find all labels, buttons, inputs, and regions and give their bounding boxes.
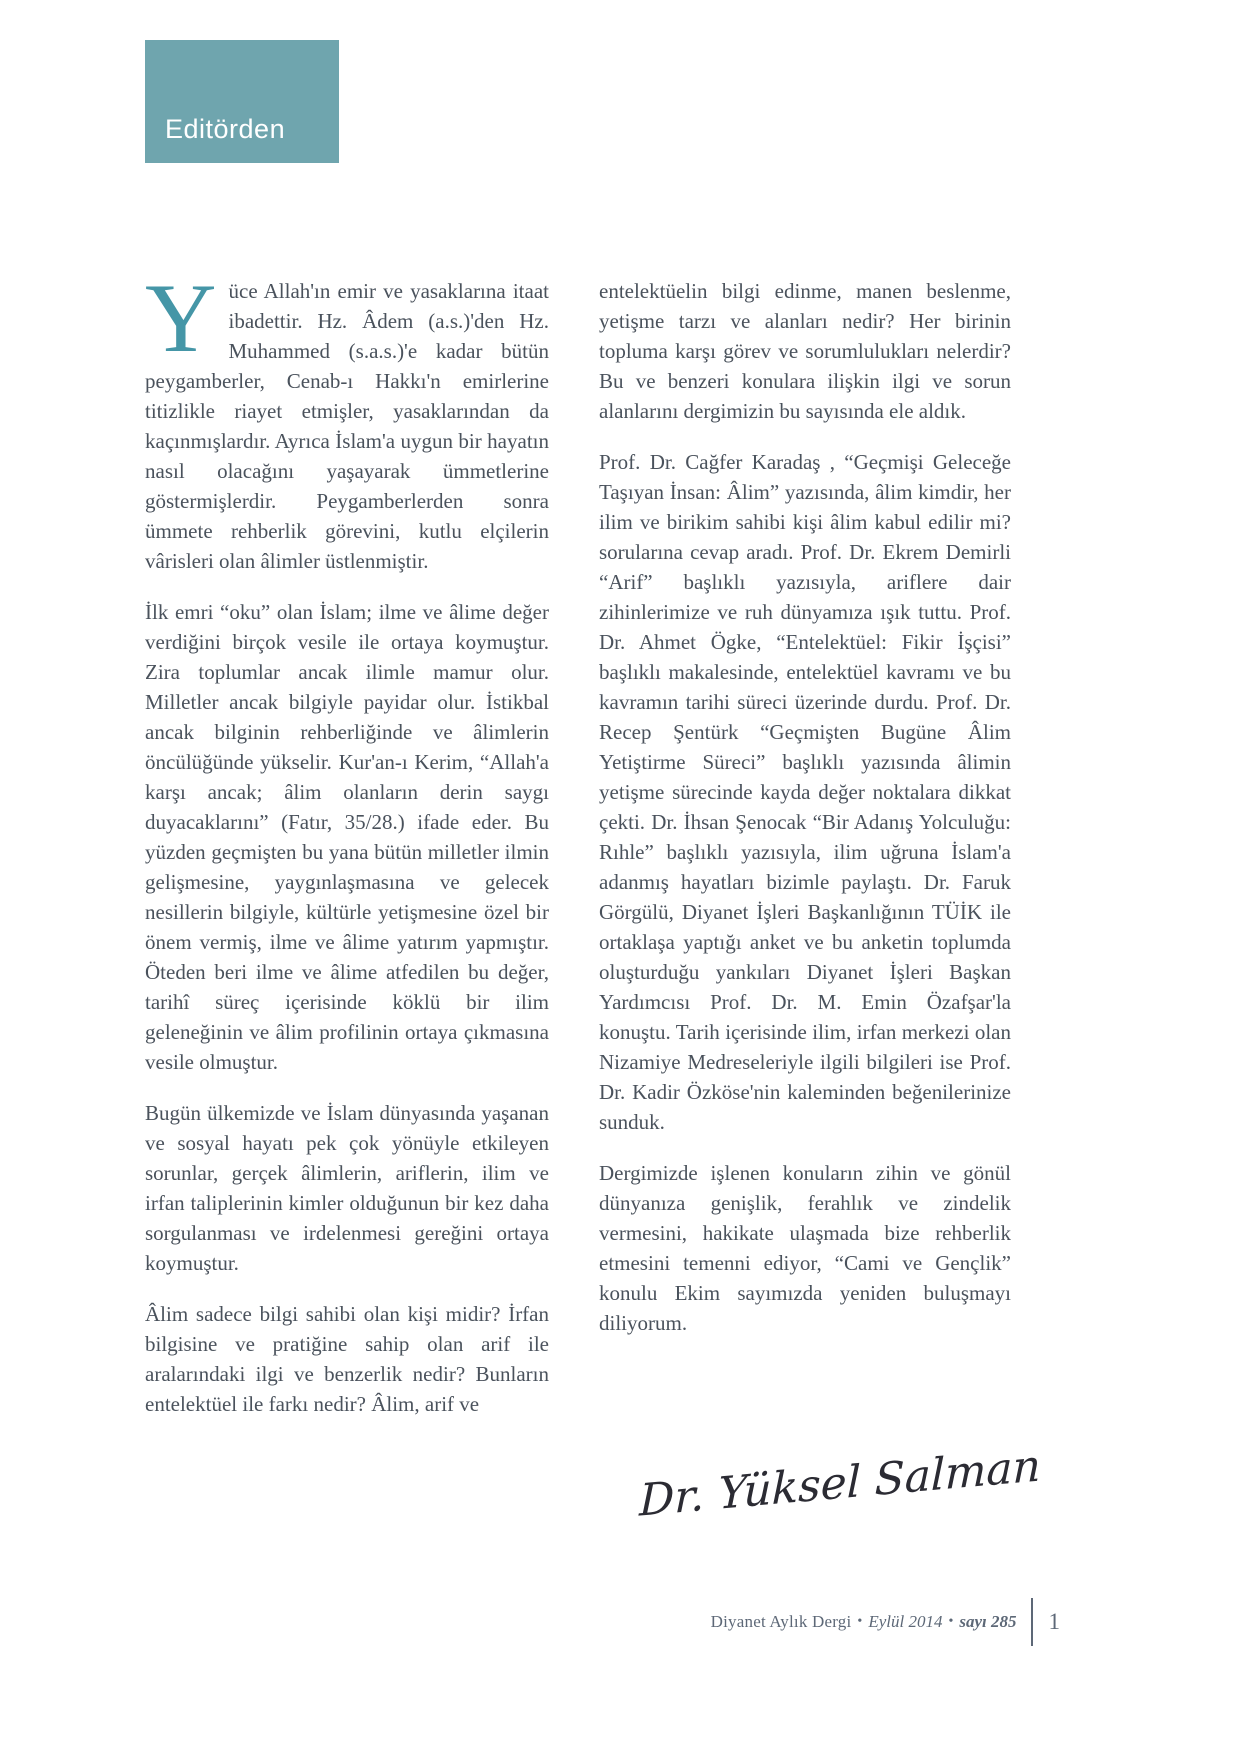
editor-signature: Dr. Yüksel Salman <box>638 1440 1042 1527</box>
journal-title: Diyanet Aylık Dergi <box>710 1612 852 1631</box>
article-paragraph: Âlim sadece bilgi sahibi olan kişi midir? İrfan bilgisine ve pratiğine sahip olan arif ile aralarındaki ilgi ve benzerlik nedir? Bunların entelektüel ile farkı nedir? Âlim, arif ve <box>145 1302 549 1416</box>
article-paragraph: entelektüelin bilgi edinme, manen beslenme, yetişme tarzı ve alanları nedir? Her birinin topluma karşı görev ve sorumlulukları nelerdir? Bu ve benzeri konulara ilişkin ilgi ve sorun alanlarını dergimizin bu sayısında ele aldık. <box>599 279 1011 423</box>
article-paragraph: Dergimizde işlenen konuların zihin ve gönül dünyanıza genişlik, ferahlık ve zindelik vermesini, hakikate ulaşmada bize rehberlik etmesini temenni ediyor, “Cami ve Gençlik” konulu Ekim sayımızda yeniden buluşmayı diliyorum. <box>599 1161 1011 1335</box>
footer-divider-line <box>1031 1598 1033 1646</box>
page-footer <box>540 1596 1060 1648</box>
section-tag-label: Editörden <box>165 114 286 144</box>
article-opening-paragraph <box>145 264 549 576</box>
article-paragraph: Prof. Dr. Cağfer Karadaş , “Geçmişi Geleceğe Taşıyan İnsan: Âlim” yazısında, âlim kimdir, her ilim ve birikim sahibi kişi âlim kabul edilir mi? sorularına cevap aradı. Prof. Dr. Ekrem Demirli “Arif” başlıklı yazısıyla, ariflere dair zihinlerimize ve ruh dünyamıza ışık tuttu. Prof. Dr. Ahmet Ögke, “Entelektüel: Fikir İşçisi” başlıklı makalesinde, entelektüel kavramı ve bu kavramın tarihi süreci üzerinde durdu. Prof. Dr. Recep Şentürk “Geçmişten Bugüne Âlim Yetiştirme Süreci” başlıklı yazısında âlimin yetişme sürecinde kayda değer noktalara dikkat çekti. Dr. İhsan Şenocak “Bir Adanış Yolculuğu: Rıhle” başlıklı yazısıyla, ilim uğruna İslam'a adanmış hayatları bizimle paylaştı. Dr. Faruk Görgülü, Diyanet İşleri Başkanlığının TÜİK ile ortaklaşa yaptığı anket ve bu anketin toplumda oluşturduğu yankıları Diyanet İşleri Başkan Yardımcısı Prof. Dr. M. Emin Özafşar'la konuştu. Tarih içerisinde ilim, irfan merkezi olan Nizamiye Medreseleriyle ilgili bilgileri ise Prof. Dr. Kadir Özköse'nin kaleminden beğenilerinize sunduk. <box>599 450 1011 1134</box>
opening-paragraph-text: üce Allah'ın emir ve yasaklarına itaat ibadettir. Hz. Âdem (a.s.)'den Hz. Muhammed (s.a.s.)'e kadar bütün peygamberler, Cenab-ı Hakkı'n emirlerine titizlikle riayet etmişler, yasaklarından da kaçınmışlardır. Ayrıca İslam'a uygun bir hayatın nasıl olacağını yaşayarak ümmetlerine göstermişlerdir. Peygamberlerden sonra ümmete rehberlik görevini, kutlu elçilerin vârisleri olan âlimler üstlenmiştir. <box>145 279 549 573</box>
issue-number: sayı 285 <box>959 1612 1017 1631</box>
footer-bullet-separator: • <box>948 1614 954 1629</box>
section-tag-box <box>145 40 339 163</box>
article-paragraph: Bugün ülkemizde ve İslam dünyasında yaşanan ve sosyal hayatı pek çok yönüyle etkileyen sorunlar, gerçek âlimlerin, ariflerin, ilim ve irfan taliplerinin kimler olduğunun bir kez daha sorgulanması ve irdelenmesi gereğini ortaya koymuştur. <box>145 1101 549 1275</box>
article-left-column <box>145 264 549 1419</box>
footer-bullet-separator: • <box>857 1614 863 1629</box>
issue-date: Eylül 2014 <box>868 1612 943 1631</box>
article-paragraph: İlk emri “oku” olan İslam; ilme ve âlime değer verdiğini birçok vesile ile ortaya koymuştur. Zira toplumlar ancak ilimle mamur olur. Milletler ancak bilgiyle payidar olur. İstikbal ancak bilginin rehberliğinde ve âlimlerin öncülüğünde yükselir. Kur'an-ı Kerim, “Allah'a karşı ancak; âlim olanların derin saygı duyacaklarını” (Fatır, 35/28.) ifade eder. Bu yüzden geçmişten bu yana bütün milletler ilmin gelişmesine, yaygınlaşmasına ve gelecek nesillerin bilgiyle, kültürle yetişmesine özel bir önem vermiş, ilme ve âlime yatırım yapmıştır. Öteden beri ilme ve âlime atfedilen bu değer, tarihî süreç içerisinde köklü bir ilim geleneğinin ve âlim profilinin ortaya çıkmasına vesile olmuştur. <box>145 600 549 1074</box>
drop-cap: Y <box>145 264 217 373</box>
page-number: 1 <box>1048 1609 1060 1634</box>
article-right-column <box>599 276 1011 1338</box>
